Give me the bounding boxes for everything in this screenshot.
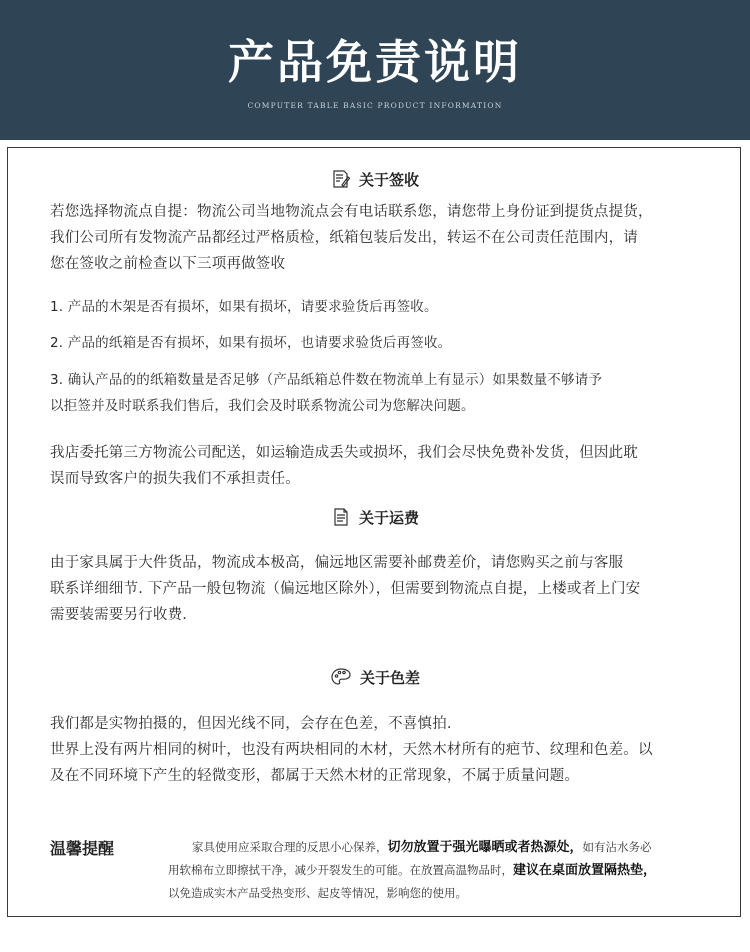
- reminder-line-1: [168, 836, 708, 859]
- shipping-text: [50, 550, 710, 628]
- text-line: 您在签收之前检查以下三项再做签收: [50, 256, 286, 272]
- section-header-shipping: [0, 505, 750, 529]
- text-line: 1. 产品的木架是否有损坏，如果有损坏，请要求验货后再签收。: [50, 299, 438, 315]
- contract-sign-icon: [331, 169, 351, 189]
- text-span: 用软棉布立即擦拭干净，减少开裂发生的可能。在放置高温物品时，: [168, 863, 513, 877]
- page-title: 产品免责说明: [228, 35, 522, 89]
- reminder-label: 温馨提醒: [50, 839, 115, 858]
- text-line: 我们公司所有发物流产品都经过严格质检，纸箱包装后发出，转运不在公司责任范围内，请: [50, 230, 638, 246]
- signing-item-3: [50, 367, 710, 419]
- reminder-line-3: [168, 882, 708, 904]
- palette-icon: [330, 667, 352, 687]
- text-line: 我店委托第三方物流公司配送，如运输造成丢失或损坏，我们会尽快免费补发货，但因此耽: [50, 445, 638, 461]
- text-span: 家具使用应采取合理的反思小心保养，: [192, 840, 388, 854]
- text-span: 如有沾水务必: [582, 840, 652, 854]
- text-line: 3. 确认产品的的纸箱数量是否足够（产品纸箱总件数在物流单上有显示）如果数量不够请予: [50, 372, 603, 388]
- section-title-color: 关于色差: [359, 668, 420, 687]
- document-icon: [331, 507, 351, 527]
- section-header-color: [0, 665, 750, 689]
- bold-text: 建议在桌面放置隔热垫，: [513, 863, 657, 878]
- text-line: 联系详细细节. 下产品一般包物流（偏远地区除外），但需要到物流点自提，上楼或者上门安: [50, 581, 641, 597]
- text-line: 2. 产品的纸箱是否有损坏，如果有损坏，也请要求验货后再签收。: [50, 335, 452, 351]
- section-title-signing: 关于签收: [358, 170, 419, 189]
- signing-item-2: [50, 330, 710, 356]
- text-span: 以免造成实木产品受热变形、起皮等情况，影响您的使用。: [168, 886, 467, 900]
- text-line: 若您选择物流点自提：物流公司当地物流点会有电话联系您，请您带上身份证到提货点提货，: [50, 204, 653, 220]
- reminder-line-2: [168, 859, 708, 882]
- signing-intro: [50, 199, 710, 277]
- text-line: 我们都是实物拍摄的，但因光线不同，会存在色差，不喜慎拍.: [50, 716, 452, 732]
- text-line: 以拒签并及时联系我们售后，我们会及时联系物流公司为您解决问题。: [50, 398, 475, 414]
- color-text: [50, 711, 710, 789]
- text-line: 由于家具属于大件货品，物流成本极高，偏远地区需要补邮费差价，请您购买之前与客服: [50, 555, 624, 571]
- text-line: 世界上没有两片相同的树叶，也没有两块相同的木材，天然木材所有的疤节、纹理和色差。以: [50, 742, 653, 758]
- header-banner: [0, 0, 750, 140]
- signing-closing: [50, 440, 710, 492]
- section-title-shipping: 关于运费: [358, 508, 419, 527]
- reminder-text: [168, 836, 708, 904]
- bold-text: 切勿放置于强光曝晒或者热源处，: [387, 840, 583, 855]
- text-line: 及在不同环境下产生的轻微变形，都属于天然木材的正常现象，不属于质量问题。: [50, 768, 580, 784]
- signing-item-1: [50, 294, 710, 320]
- page-subtitle: COMPUTER TABLE BASIC PRODUCT INFORMATION: [247, 101, 503, 110]
- section-header-signing: [0, 167, 750, 191]
- text-line: 误而导致客户的损失我们不承担责任。: [50, 471, 300, 487]
- text-line: 需要装需要另行收费.: [50, 607, 188, 623]
